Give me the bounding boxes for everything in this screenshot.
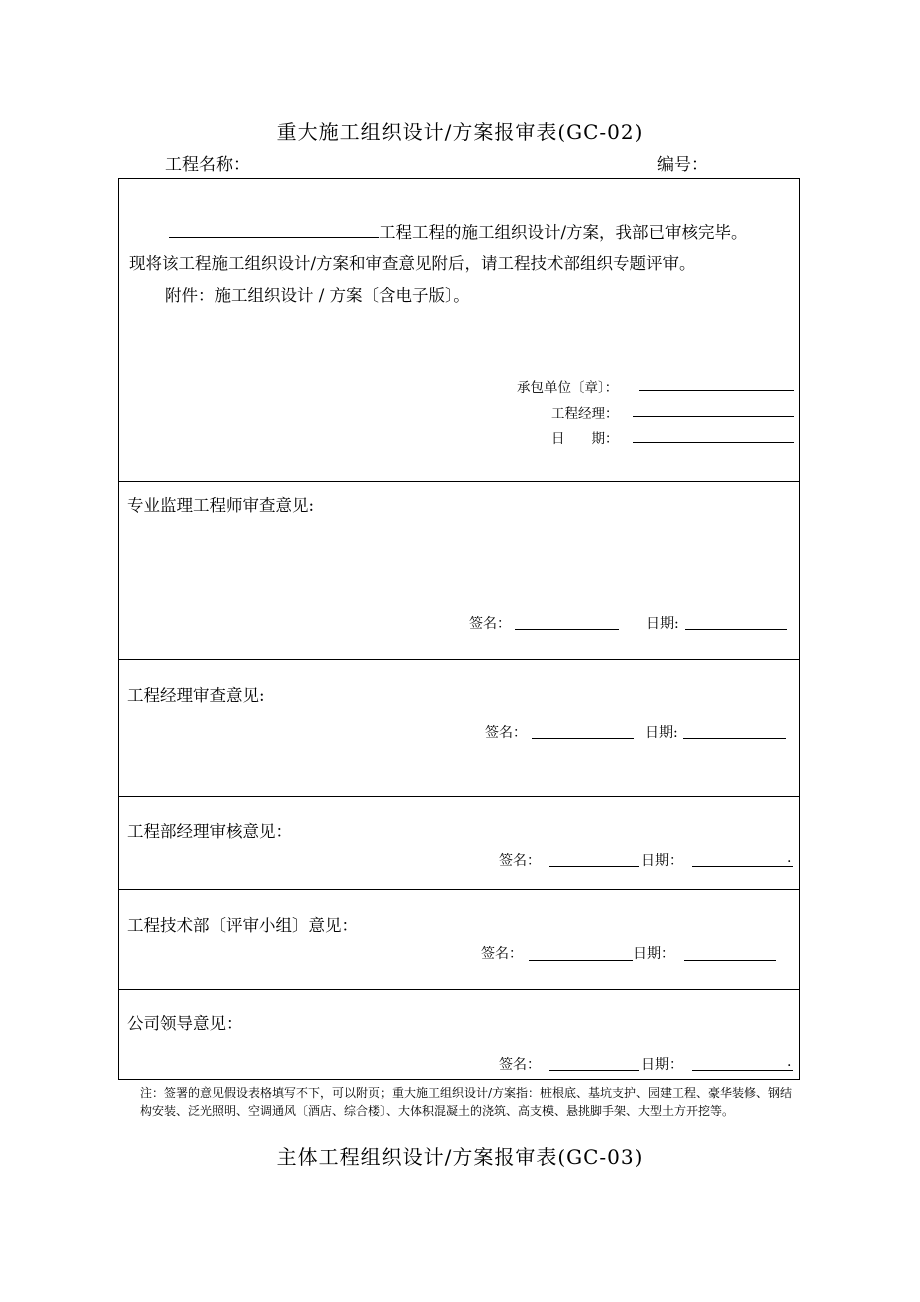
- date-label: 日期：: [641, 853, 683, 869]
- project-manager-field[interactable]: [633, 416, 794, 417]
- contractor-field[interactable]: [639, 390, 794, 391]
- sign-field[interactable]: [549, 866, 639, 867]
- contractor-label: 承包单位〔章〕：: [517, 380, 619, 396]
- sign-field[interactable]: [532, 738, 634, 739]
- sign-label: 签名：: [485, 725, 527, 741]
- sign-field[interactable]: [549, 1070, 639, 1071]
- engineering-manager-section: [119, 796, 799, 889]
- footnote: 注：签署的意见假设表格填写不下，可以附页；重大施工组织设计/方案指：桩根底、基坑支护、园建工程、豪华装修、钢结构安装、泛光照明、空调通风〔酒店、综合楼〕、大体积混凝土的浇筑、高支模、悬挑脚手架、大型土方开挖等。: [140, 1086, 793, 1118]
- submission-line-1-text: 工程工程的施工组织设计/方案，我部已审核完毕。: [379, 223, 748, 242]
- sign-label: 签名：: [481, 946, 523, 962]
- company-leader-label: 公司领导意见：: [127, 1014, 243, 1033]
- date-field[interactable]: [692, 866, 793, 867]
- date-label: 日期：: [641, 1057, 683, 1073]
- attachment-line: 附件：施工组织设计 / 方案〔含电子版〕。: [165, 286, 470, 305]
- supervisor-review-label: 专业监理工程师审查意见:: [127, 496, 315, 515]
- project-manager-label: 工程经理：: [551, 406, 619, 422]
- sign-label: 签名：: [499, 853, 541, 869]
- pm-review-section: [119, 659, 799, 796]
- date-label: 日期：: [633, 946, 675, 962]
- date-field[interactable]: [685, 629, 787, 630]
- review-form: [118, 178, 800, 1080]
- pm-review-label: 工程经理审查意见:: [127, 686, 265, 705]
- date-field[interactable]: [683, 738, 786, 739]
- project-name-label: 工程名称：: [165, 155, 250, 175]
- sign-label: 签名：: [499, 1057, 541, 1073]
- submission-line-2: 现将该工程施工组织设计/方案和审查意见附后，请工程技术部组织专题评审。: [129, 254, 696, 273]
- sign-field[interactable]: [515, 629, 619, 630]
- date-field[interactable]: [684, 960, 776, 961]
- project-blank[interactable]: [169, 223, 379, 238]
- date-field[interactable]: [692, 1070, 793, 1071]
- date-field[interactable]: [633, 442, 794, 443]
- tech-dept-label: 工程技术部〔评审小组〕意见：: [127, 916, 358, 935]
- form-title: 重大施工组织设计/方案报审表(GC-02): [276, 120, 644, 144]
- engineering-manager-label: 工程部经理审核意见：: [127, 822, 292, 841]
- sign-label: 签名：: [469, 616, 511, 632]
- date-label: 日期:: [646, 616, 679, 632]
- submission-line-1: [169, 219, 748, 243]
- next-form-title: 主体工程组织设计/方案报审表(GC-03): [276, 1145, 644, 1169]
- tech-dept-section: [119, 889, 799, 989]
- end-mark: .: [787, 850, 792, 866]
- supervisor-review-section: [119, 481, 799, 659]
- date-label: 日期:: [645, 725, 678, 741]
- sign-field[interactable]: [529, 960, 633, 961]
- end-mark: .: [787, 1054, 792, 1070]
- company-leader-section: [119, 989, 799, 1080]
- number-label: 编号：: [657, 155, 708, 175]
- date-label: 日 期：: [551, 431, 619, 447]
